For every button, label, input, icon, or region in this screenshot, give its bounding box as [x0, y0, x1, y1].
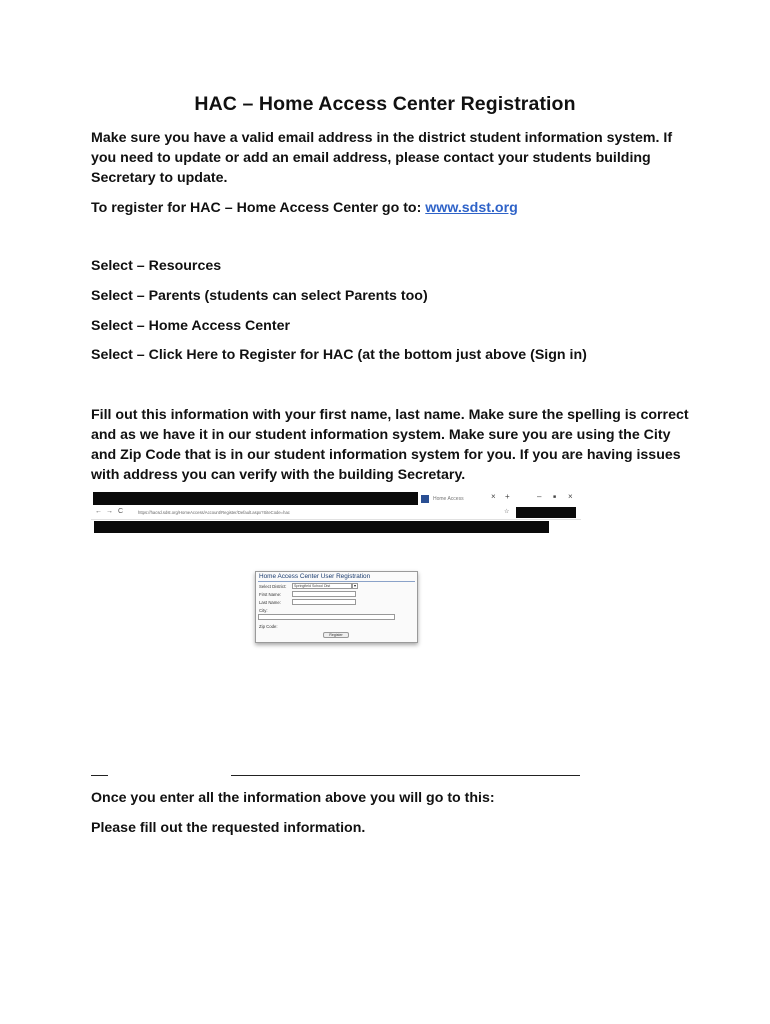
separator-left: [91, 775, 108, 776]
redaction-bar: [93, 492, 418, 505]
redaction-bar-profile: [516, 507, 576, 518]
register-instruction: [91, 198, 691, 218]
sdst-link[interactable]: www.sdst.org: [425, 200, 518, 216]
city-label: City:: [259, 608, 268, 613]
step-resources: Select – Resources: [91, 258, 222, 274]
after-enter-text: Once you enter all the information above you will go to this:: [91, 790, 495, 806]
tab-close-icon: ×: [491, 492, 496, 501]
intro-paragraph: Make sure you have a valid email address in the district student information system. If you need to update or add an email address, please contact your students building Secretary to update.: [91, 130, 673, 186]
form-divider: [258, 581, 415, 582]
document-title: HAC – Home Access Center Registration: [194, 93, 576, 115]
window-close-icon: ×: [568, 492, 573, 501]
last-name-label: Last Name:: [259, 600, 281, 605]
hac-favicon-icon: [421, 495, 429, 503]
please-fill-text: Please fill out the requested information.: [91, 820, 366, 836]
minimize-icon: –: [537, 492, 542, 501]
registration-form: [255, 571, 418, 643]
step-parents: Select – Parents (students can select Parents too): [91, 288, 428, 304]
redaction-bar-bookmarks: [94, 521, 549, 533]
dropdown-arrow-icon[interactable]: ▾: [353, 583, 356, 588]
form-title: Home Access Center User Registration: [259, 573, 371, 580]
address-bar: [91, 507, 581, 520]
zip-label: Zip Code:: [259, 624, 278, 629]
step-home-access-center: Select – Home Access Center: [91, 318, 290, 334]
forward-arrow-icon: →: [106, 508, 113, 515]
register-prefix: To register for HAC – Home Access Center go to:: [91, 200, 426, 216]
last-name-input[interactable]: [292, 599, 356, 605]
city-input[interactable]: [258, 614, 395, 620]
district-value: Springfield School Dist: [294, 584, 331, 588]
first-name-label: First Name:: [259, 592, 282, 597]
separator-right: [231, 775, 580, 776]
register-button[interactable]: Register: [323, 632, 349, 638]
back-arrow-icon: ←: [95, 508, 102, 515]
step-register: Select – Click Here to Register for HAC (at the bottom just above (Sign in): [91, 347, 587, 363]
reload-icon: C: [118, 508, 124, 515]
browser-tab: [421, 493, 491, 504]
star-icon: ☆: [504, 509, 510, 515]
maximize-icon: ■: [553, 494, 557, 500]
browser-screenshot: [91, 491, 581, 537]
district-label: Select District:: [259, 584, 287, 589]
first-name-input[interactable]: [292, 591, 356, 597]
fill-out-paragraph: Fill out this information with your first name, last name. Make sure the spelling is correct and as we have it in our student information system. Make sure you are using the City and Zip Code that is in our student information system for you. If you are having issues with address you can verify with the building Secretary.: [91, 407, 689, 483]
new-tab-icon: +: [505, 492, 510, 501]
tab-title: Home Access: [433, 495, 464, 502]
district-select[interactable]: [292, 583, 352, 589]
url-text: https://hacsd.sdst.org/HomeAccess/Account/Register/Default.aspx?SiteCode=hac: [138, 510, 290, 515]
